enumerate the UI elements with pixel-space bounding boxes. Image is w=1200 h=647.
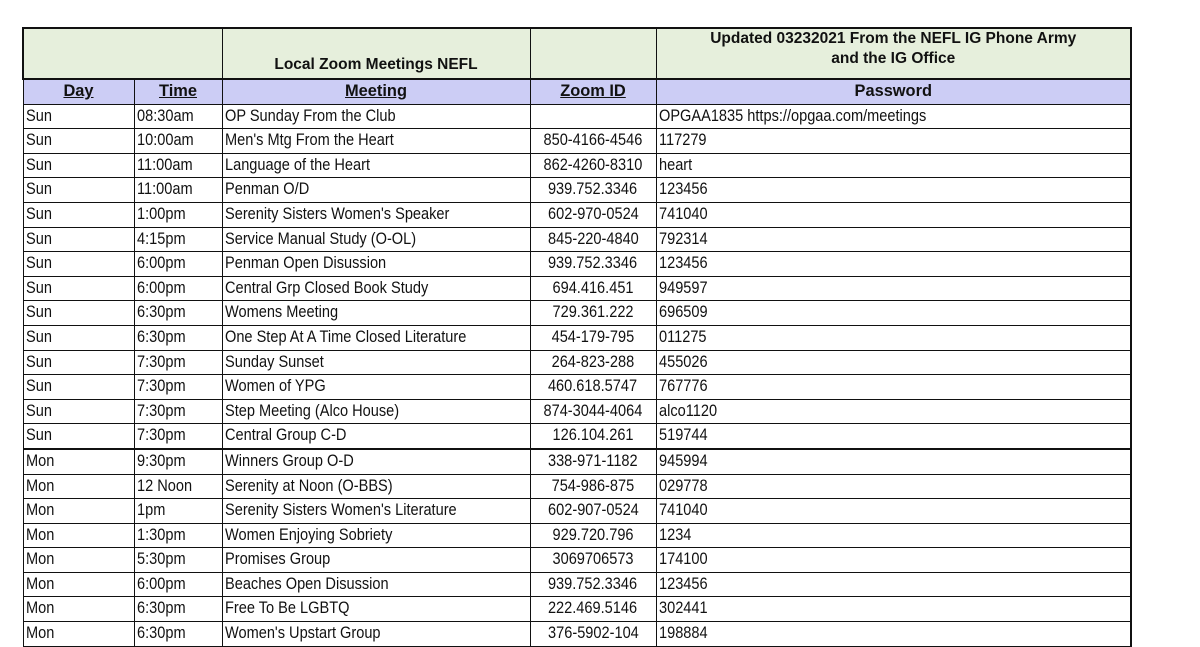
meeting-cell: Women's Upstart Group — [222, 622, 530, 647]
password-cell: 1234 — [656, 523, 1131, 548]
table-row — [23, 129, 1131, 154]
column-header-meeting: Meeting — [222, 79, 530, 104]
password-cell: 741040 — [656, 202, 1131, 227]
time-cell: 6:00pm — [134, 276, 222, 301]
table-row — [23, 178, 1131, 203]
table-row — [23, 597, 1131, 622]
zoom-id-cell: 460.618.5747 — [530, 375, 656, 400]
day-cell: Sun — [23, 153, 134, 178]
meeting-cell: Penman O/D — [222, 178, 530, 203]
password-cell: heart — [656, 153, 1131, 178]
time-cell: 1pm — [134, 499, 222, 524]
table-row — [23, 325, 1131, 350]
password-cell: 011275 — [656, 325, 1131, 350]
day-cell: Mon — [23, 572, 134, 597]
table-row — [23, 276, 1131, 301]
column-header-time: Time — [134, 79, 222, 104]
time-cell: 5:30pm — [134, 548, 222, 573]
meeting-cell: Womens Meeting — [222, 301, 530, 326]
meeting-cell: Women of YPG — [222, 375, 530, 400]
zoom-id-cell: 862-4260-8310 — [530, 153, 656, 178]
meetings-table — [22, 27, 1132, 647]
password-cell: 198884 — [656, 622, 1131, 647]
meeting-cell: Free To Be LGBTQ — [222, 597, 530, 622]
day-cell: Sun — [23, 178, 134, 203]
table-row — [23, 449, 1131, 474]
time-cell: 6:30pm — [134, 325, 222, 350]
time-cell: 9:30pm — [134, 449, 222, 474]
zoom-id-cell: 874-3044-4064 — [530, 399, 656, 424]
time-cell: 11:00am — [134, 178, 222, 203]
table-row — [23, 572, 1131, 597]
password-cell: 123456 — [656, 178, 1131, 203]
column-header-day: Day — [23, 79, 134, 104]
zoom-id-cell: 939.752.3346 — [530, 178, 656, 203]
table-row — [23, 424, 1131, 449]
password-cell: 117279 — [656, 129, 1131, 154]
zoom-id-cell: 850-4166-4546 — [530, 129, 656, 154]
day-cell: Sun — [23, 129, 134, 154]
meeting-cell: Central Group C-D — [222, 424, 530, 449]
updated-line-2: and the IG Office — [831, 50, 956, 67]
day-cell: Sun — [23, 325, 134, 350]
password-cell: 741040 — [656, 499, 1131, 524]
zoom-id-cell: 3069706573 — [530, 548, 656, 573]
password-cell: OPGAA1835 https://opgaa.com/meetings — [656, 104, 1131, 129]
time-cell: 6:00pm — [134, 252, 222, 277]
time-cell: 7:30pm — [134, 424, 222, 449]
meeting-cell: Central Grp Closed Book Study — [222, 276, 530, 301]
column-header-row — [23, 79, 1131, 104]
time-cell: 7:30pm — [134, 399, 222, 424]
meeting-cell: Serenity at Noon (O-BBS) — [222, 474, 530, 499]
meeting-cell: Promises Group — [222, 548, 530, 573]
day-cell: Sun — [23, 202, 134, 227]
spreadsheet-page — [22, 27, 1130, 647]
day-cell: Sun — [23, 252, 134, 277]
table-row — [23, 523, 1131, 548]
day-cell: Mon — [23, 548, 134, 573]
zoom-id-cell: 264-823-288 — [530, 350, 656, 375]
password-cell: 123456 — [656, 572, 1131, 597]
password-cell: 455026 — [656, 350, 1131, 375]
meeting-cell: Step Meeting (Alco House) — [222, 399, 530, 424]
time-cell: 1:00pm — [134, 202, 222, 227]
table-row — [23, 301, 1131, 326]
day-cell: Sun — [23, 399, 134, 424]
meeting-cell: Women Enjoying Sobriety — [222, 523, 530, 548]
day-cell: Sun — [23, 350, 134, 375]
table-row — [23, 104, 1131, 129]
time-cell: 10:00am — [134, 129, 222, 154]
time-cell: 6:00pm — [134, 572, 222, 597]
day-cell: Mon — [23, 597, 134, 622]
title-blank-cell — [530, 28, 656, 79]
table-row — [23, 622, 1131, 647]
table-row — [23, 350, 1131, 375]
meeting-cell: Language of the Heart — [222, 153, 530, 178]
zoom-id-cell: 602-970-0524 — [530, 202, 656, 227]
day-cell: Sun — [23, 104, 134, 129]
password-cell: 123456 — [656, 252, 1131, 277]
meeting-cell: OP Sunday From the Club — [222, 104, 530, 129]
meeting-cell: Winners Group O-D — [222, 449, 530, 474]
time-cell: 4:15pm — [134, 227, 222, 252]
password-cell: 767776 — [656, 375, 1131, 400]
meeting-cell: Service Manual Study (O-OL) — [222, 227, 530, 252]
day-cell: Mon — [23, 523, 134, 548]
zoom-id-cell: 126.104.261 — [530, 424, 656, 449]
meeting-cell: Serenity Sisters Women's Speaker — [222, 202, 530, 227]
zoom-id-cell — [530, 104, 656, 129]
table-row — [23, 252, 1131, 277]
table-row — [23, 202, 1131, 227]
time-cell: 6:30pm — [134, 622, 222, 647]
time-cell: 7:30pm — [134, 350, 222, 375]
day-cell: Sun — [23, 424, 134, 449]
time-cell: 11:00am — [134, 153, 222, 178]
table-row — [23, 375, 1131, 400]
day-cell: Mon — [23, 622, 134, 647]
table-row — [23, 153, 1131, 178]
password-cell: alco1120 — [656, 399, 1131, 424]
zoom-id-cell: 845-220-4840 — [530, 227, 656, 252]
zoom-id-cell: 929.720.796 — [530, 523, 656, 548]
time-cell: 6:30pm — [134, 597, 222, 622]
page-title: Local Zoom Meetings NEFL — [222, 28, 530, 79]
zoom-id-cell: 338-971-1182 — [530, 449, 656, 474]
meeting-cell: One Step At A Time Closed Literature — [222, 325, 530, 350]
zoom-id-cell: 754-986-875 — [530, 474, 656, 499]
zoom-id-cell: 939.752.3346 — [530, 252, 656, 277]
password-cell: 302441 — [656, 597, 1131, 622]
zoom-id-cell: 376-5902-104 — [530, 622, 656, 647]
table-row — [23, 474, 1131, 499]
title-blank-cell — [23, 28, 222, 79]
day-cell: Mon — [23, 499, 134, 524]
table-row — [23, 227, 1131, 252]
zoom-id-cell: 602-907-0524 — [530, 499, 656, 524]
password-cell: 174100 — [656, 548, 1131, 573]
day-cell: Sun — [23, 301, 134, 326]
table-row — [23, 548, 1131, 573]
meeting-cell: Beaches Open Disussion — [222, 572, 530, 597]
time-cell: 12 Noon — [134, 474, 222, 499]
column-header-password: Password — [656, 79, 1131, 104]
day-cell: Mon — [23, 474, 134, 499]
zoom-id-cell: 939.752.3346 — [530, 572, 656, 597]
zoom-id-cell: 222.469.5146 — [530, 597, 656, 622]
time-cell: 1:30pm — [134, 523, 222, 548]
column-header-zoom-id: Zoom ID — [530, 79, 656, 104]
password-cell: 949597 — [656, 276, 1131, 301]
table-row — [23, 499, 1131, 524]
password-cell: 029778 — [656, 474, 1131, 499]
table-row — [23, 399, 1131, 424]
time-cell: 7:30pm — [134, 375, 222, 400]
day-cell: Sun — [23, 276, 134, 301]
password-cell: 945994 — [656, 449, 1131, 474]
zoom-id-cell: 694.416.451 — [530, 276, 656, 301]
day-cell: Sun — [23, 375, 134, 400]
updated-line-1: Updated 03232021 From the NEFL IG Phone Army — [710, 30, 1077, 47]
meeting-cell: Penman Open Disussion — [222, 252, 530, 277]
meeting-cell: Sunday Sunset — [222, 350, 530, 375]
zoom-id-cell: 454-179-795 — [530, 325, 656, 350]
meeting-cell: Men's Mtg From the Heart — [222, 129, 530, 154]
time-cell: 6:30pm — [134, 301, 222, 326]
zoom-id-cell: 729.361.222 — [530, 301, 656, 326]
day-cell: Sun — [23, 227, 134, 252]
updated-note — [656, 28, 1131, 79]
day-cell: Mon — [23, 449, 134, 474]
title-row — [23, 28, 1131, 79]
password-cell: 792314 — [656, 227, 1131, 252]
meeting-cell: Serenity Sisters Women's Literature — [222, 499, 530, 524]
time-cell: 08:30am — [134, 104, 222, 129]
password-cell: 519744 — [656, 424, 1131, 449]
password-cell: 696509 — [656, 301, 1131, 326]
